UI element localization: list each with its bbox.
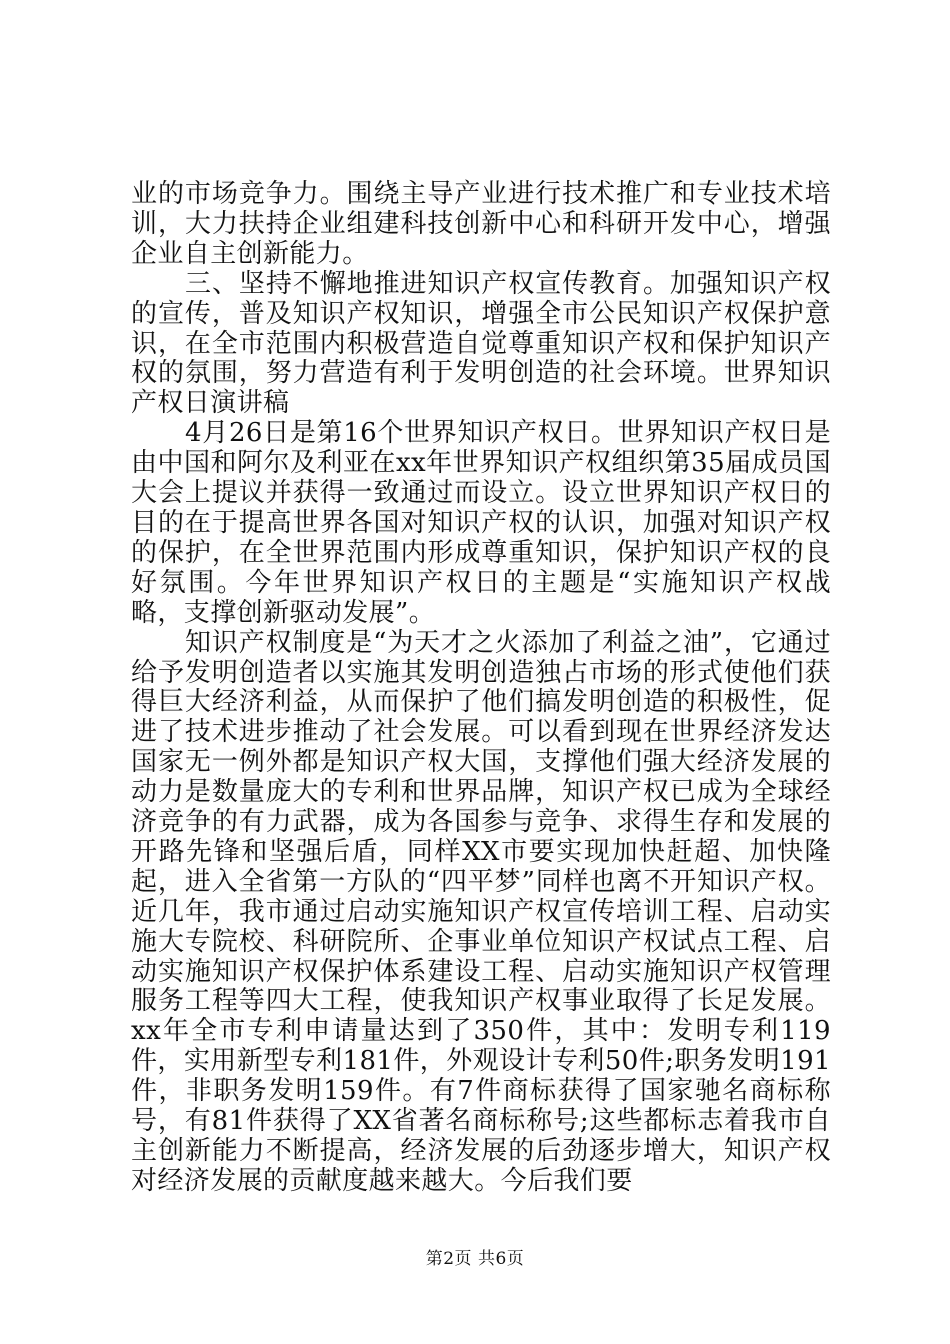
- page-number-footer: 第2页 共6页: [425, 1249, 525, 1269]
- paragraph-4: 知识产权制度是“为天才之火添加了利益之油”，它通过给予发明创造者以实施其发明创造独占市场的形式使他们获得巨大经济利益，从而保护了他们搞发明创造的积极性，促进了技术进步推动了社会发展。可以看到现在世界经济发达国家无一例外都是知识产权大国，支撑他们强大经济发展的动力是数量庞大的专利和世界品牌，知识产权已成为全球经济竞争的有力武器，成为各国参与竞争、求得生存和发展的开路先锋和坚强后盾，同样XX市要实现加快赶超、加快隆起，进入全省第一方队的“四平梦”同样也离不开知识产权。近几年，我市通过启动实施知识产权宣传培训工程、启动实施大专院校、科研院所、企事业单位知识产权试点工程、启动实施知识产权保护体系建设工程、启动实施知识产权管理服务工程等四大工程，使我知识产权事业取得了长足发展。xx年全市专利申请量达到了350件，其中：发明专利119件，实用新型专利181件，外观设计专利50件;职务发明191件，非职务发明159件。有7件商标获得了国家驰名商标称号，有81件获得了XX省著名商标称号;这些都标志着我市自主创新能力不断提高，经济发展的后劲逐步增大，知识产权对经济发展的贡献度越来越大。今后我们要: [131, 627, 831, 1196]
- paragraph-3: 4月26日是第16个世界知识产权日。世界知识产权日是由中国和阿尔及利亚在xx年世界知识产权组织第35届成员国大会上提议并获得一致通过而设立。设立世界知识产权日的目的在于提高世界各国对知识产权的认识，加强对知识产权的保护，在全世界范围内形成尊重知识，保护知识产权的良好氛围。今年世界知识产权日的主题是“实施知识产权战略，支撑创新驱动发展”。: [131, 418, 831, 628]
- paragraph-1: 业的市场竞争力。围绕主导产业进行技术推广和专业技术培训，大力扶持企业组建科技创新中心和科研开发中心，增强企业自主创新能力。: [131, 179, 831, 269]
- paragraph-2: 三、坚持不懈地推进知识产权宣传教育。加强知识产权的宣传，普及知识产权知识，增强全市公民知识产权保护意识，在全市范围内积极营造自觉尊重知识产权和保护知识产权的氛围，努力营造有利于发明创造的社会环境。世界知识产权日演讲稿: [131, 268, 831, 419]
- document-body: [131, 180, 831, 1197]
